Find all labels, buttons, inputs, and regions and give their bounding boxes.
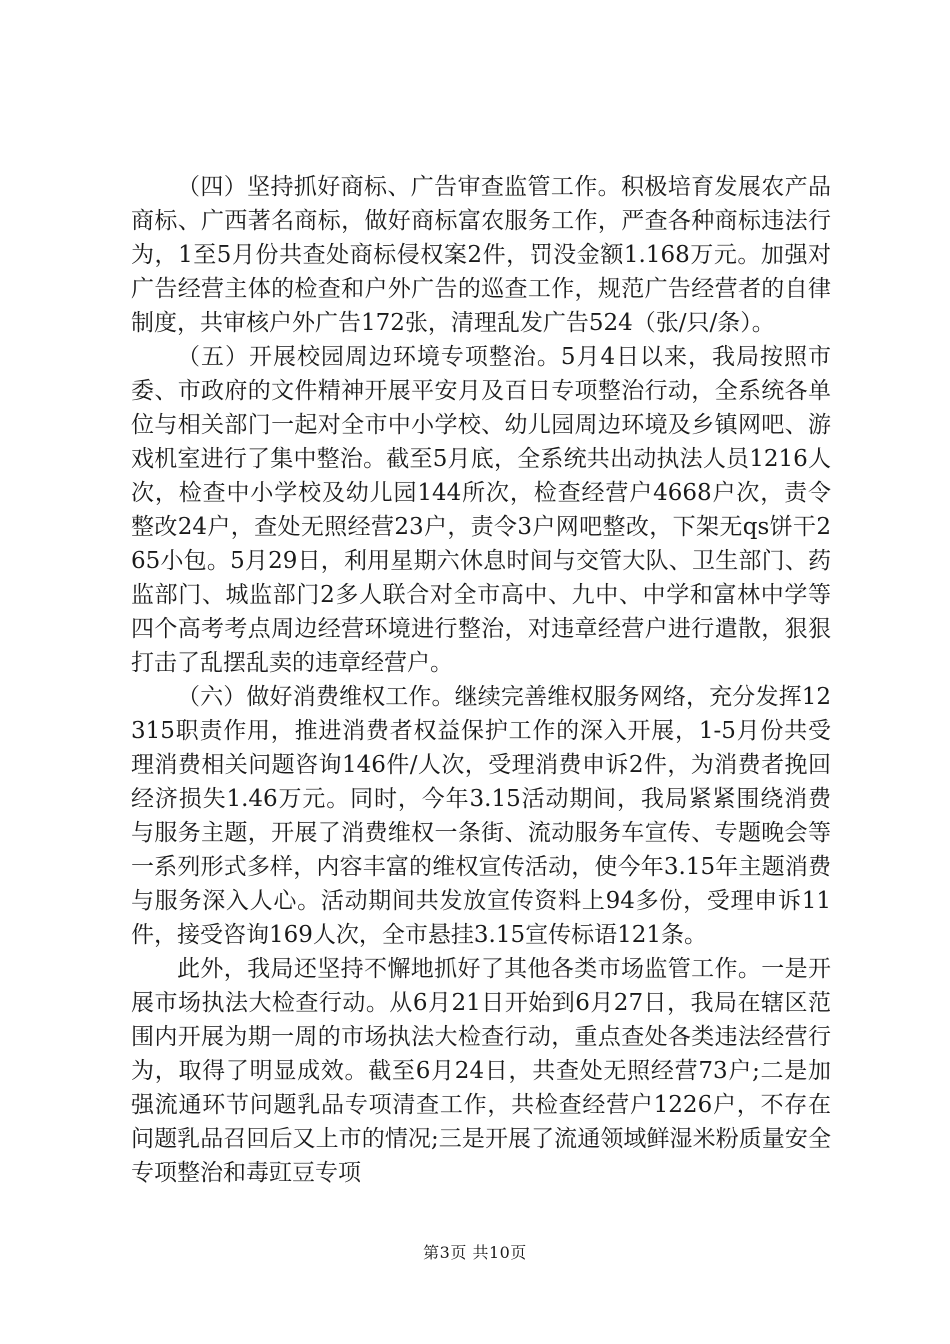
paragraph-trademark-advertising: （四）坚持抓好商标、广告审查监管工作。积极培育发展农产品商标、广西著名商标，做好商标富农服务工作，严查各种商标违法行为，1至5月份共查处商标侵权案2件，罚没金额1.168万元。加强对广告经营主体的检查和户外广告的巡查工作，规范广告经营者的自律制度，共审核户外广告172张，清理乱发广告524（张/只/条）。 [131,174,831,336]
paragraph-other-supervision: 此外，我局还坚持不懈地抓好了其他各类市场监管工作。一是开展市场执法大检查行动。从6月21日开始到6月27日，我局在辖区范围内开展为期一周的市场执法大检查行动，重点查处各类违法经营行为，取得了明显成效。截至6月24日，共查处无照经营73户;二是加强流通环节问题乳品专项清查工作，共检查经营户1226户，不存在问题乳品召回后又上市的情况;三是开展了流通领域鲜湿米粉质量安全专项整治和毒豇豆专项 [131,956,831,1186]
page-number-footer: 第3页 共10页 [423,1243,527,1262]
document-body [131,170,831,1190]
paragraph-consumer-rights: （六）做好消费维权工作。继续完善维权服务网络，充分发挥12315职责作用，推进消费者权益保护工作的深入开展，1-5月份共受理消费相关问题咨询146件/人次，受理消费申诉2件，为消费者挽回经济损失1.46万元。同时，今年3.15活动期间，我局紧紧围绕消费与服务主题，开展了消费维权一条街、流动服务车宣传、专题晚会等一系列形式多样，内容丰富的维权宣传活动，使今年3.15年主题消费与服务深入人心。活动期间共发放宣传资料上94多份，受理申诉11件，接受咨询169人次，全市悬挂3.15宣传标语121条。 [131,684,831,948]
paragraph-campus-environment: （五）开展校园周边环境专项整治。5月4日以来，我局按照市委、市政府的文件精神开展平安月及百日专项整治行动，全系统各单位与相关部门一起对全市中小学校、幼儿园周边环境及乡镇网吧、游戏机室进行了集中整治。截至5月底，全系统共出动执法人员1216人次，检查中小学校及幼儿园144所次，检查经营户4668户次，责令整改24户，查处无照经营23户，责令3户网吧整改，下架无qs饼干265小包。5月29日，利用星期六休息时间与交管大队、卫生部门、药监部门、城监部门2多人联合对全市高中、九中、中学和富林中学等四个高考考点周边经营环境进行整治，对违章经营户进行遣散，狠狠打击了乱摆乱卖的违章经营户。 [131,344,831,676]
